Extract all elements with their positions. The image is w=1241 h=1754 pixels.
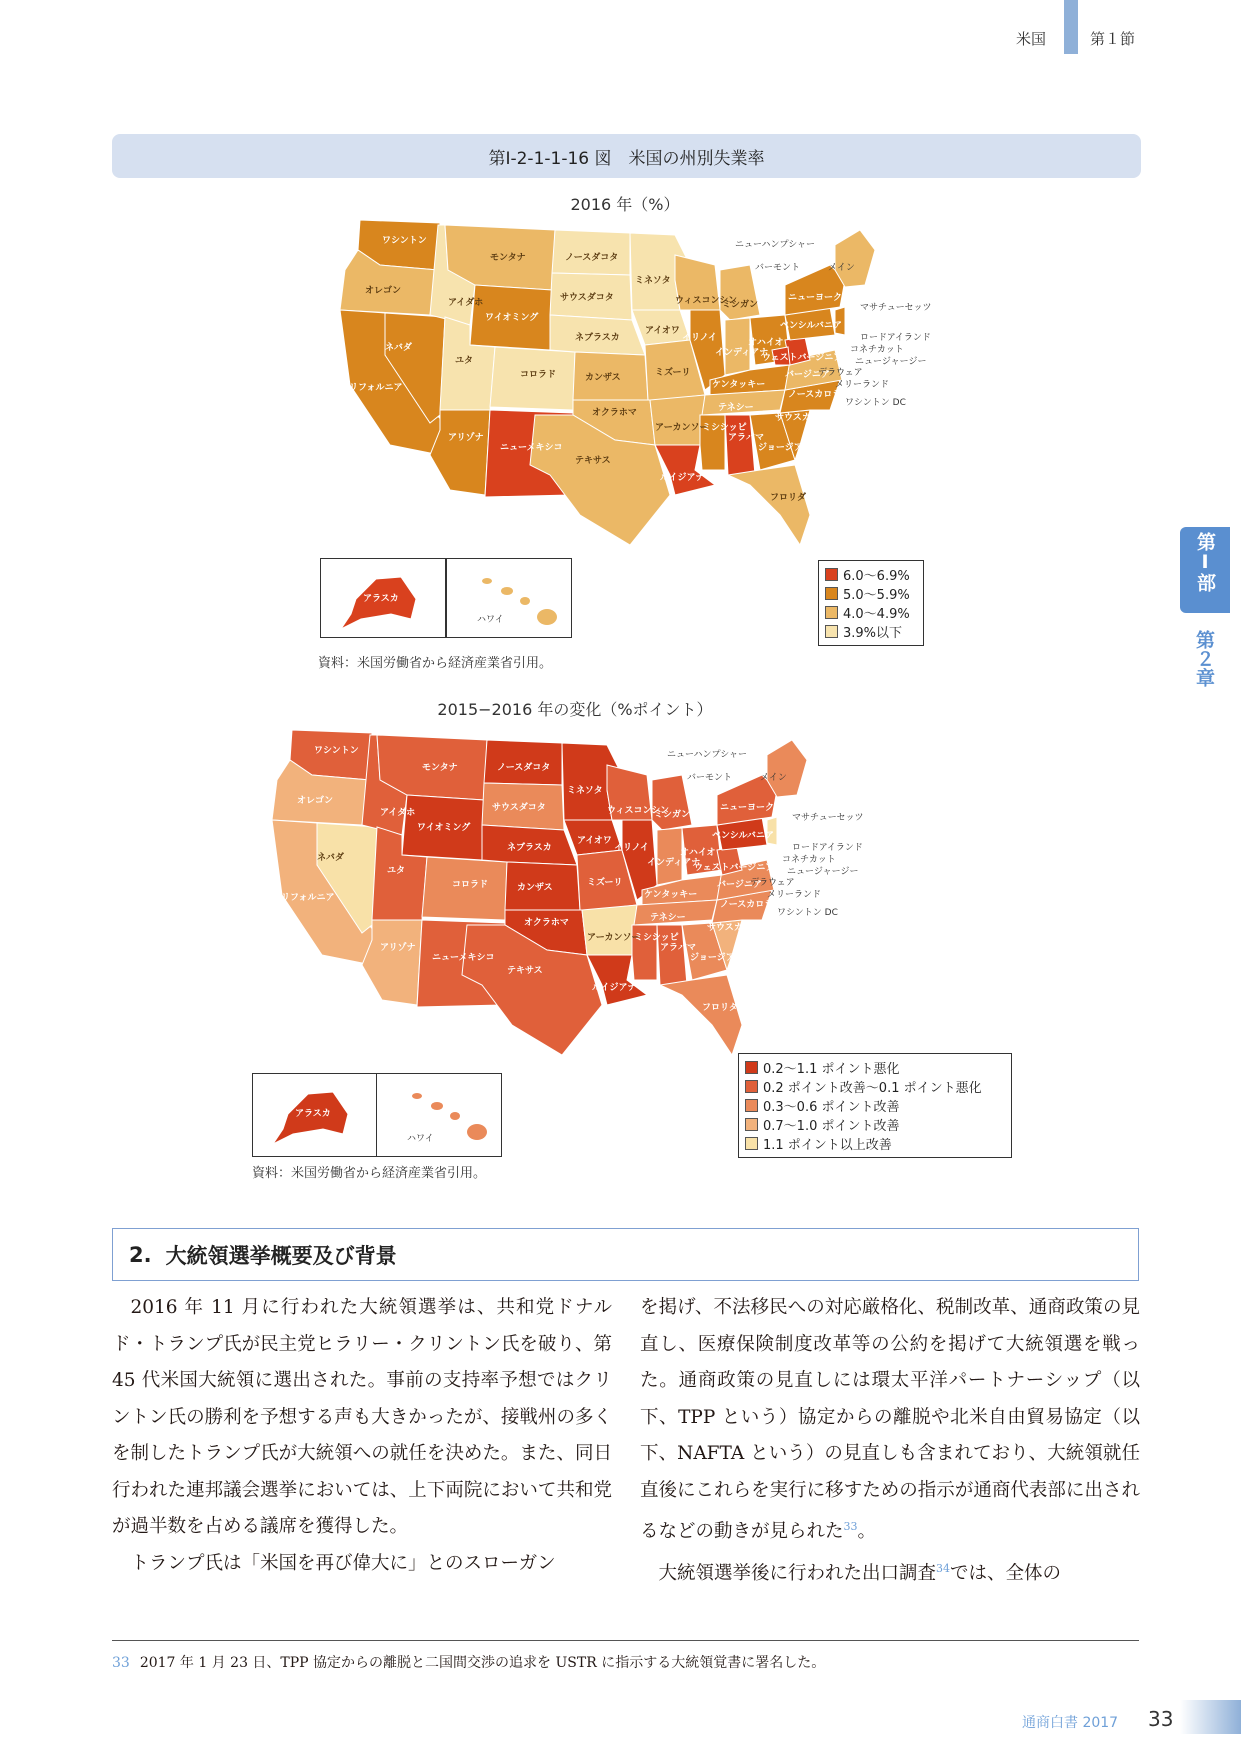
map2-label-nm: ニューメキシコ: [432, 953, 495, 963]
map1-callout-9: ワシントン DC: [845, 398, 906, 408]
map2-label-nv: ネバダ: [317, 853, 344, 863]
map2-label-ia: アイオワ: [577, 836, 612, 846]
map1-label-ca: カリフォルニア: [340, 383, 403, 393]
footnote: [112, 1652, 825, 1672]
map2-callout-8: メリーランド: [767, 890, 822, 900]
map2-label-sd: サウスダコタ: [492, 803, 546, 813]
map2-callout-5: コネチカット: [782, 855, 836, 865]
map2-label-co: コロラド: [452, 880, 489, 890]
map2-callout-2: メイン: [760, 773, 787, 783]
footnote-ref[interactable]: 33: [843, 1520, 858, 1533]
map2-label-mt: モンタナ: [422, 763, 458, 773]
map2-callout-0: ニューハンプシャー: [667, 750, 748, 760]
map1-inset-hawaii: [446, 558, 572, 638]
footer-gradient-bar: [1180, 1700, 1241, 1734]
body-paragraph: 大統領選挙後に行われた出口調査$^{34}$では、全体の: [658, 1561, 1062, 1584]
map2-label-hi: ハワイ: [407, 1134, 434, 1144]
map2-us-states: [262, 725, 882, 1095]
map1-label-ms: ミシシッピ: [702, 423, 747, 433]
map1-subtitle: 2016 年（%）: [570, 195, 680, 214]
map2-legend-item: 0.2 ポイント改善〜0.1 ポイント悪化: [745, 1077, 1005, 1096]
map1-label-mn: ミネソタ: [635, 276, 671, 286]
map1-label-ga: ジョージア: [758, 443, 803, 453]
map2-inset-hawaii: [376, 1073, 502, 1157]
map2-label-va: バージニア: [717, 880, 762, 890]
map2-legend-item: 0.2〜1.1 ポイント悪化: [745, 1058, 1005, 1077]
map2-callout-7: デラウェア: [750, 878, 795, 888]
map1-callout-6: ニュージャージー: [855, 357, 927, 367]
map2-label-ga: ジョージア: [690, 953, 735, 963]
map1-label-wv: ウェストバージニア: [762, 353, 843, 363]
map1-us-states: [330, 215, 950, 585]
map2-label-nd: ノースダコタ: [497, 763, 551, 773]
footnote-ref[interactable]: 34: [936, 1561, 951, 1575]
map2-label-fl: フロリダ: [702, 1003, 739, 1013]
map2-legend: [738, 1053, 1012, 1158]
map1-state-mi: [720, 265, 760, 320]
section-title: 大統領選挙概要及び背景: [165, 1243, 397, 1268]
legend-swatch: [745, 1080, 758, 1093]
body-column-right: [640, 1290, 1140, 1592]
map1-legend-item: 5.0〜5.9%: [825, 584, 917, 603]
map2-label-ut: ユタ: [387, 866, 406, 876]
map1-label-or: オレゴン: [365, 286, 402, 296]
map1-label-va: バージニア: [785, 370, 830, 380]
map1-label-nv: ネバダ: [385, 343, 412, 353]
map1-label-ok: オクラホマ: [592, 408, 637, 418]
map1-label-mi: ミシガン: [722, 300, 759, 310]
map2-legend-item: 0.7〜1.0 ポイント改善: [745, 1115, 1005, 1134]
map1-label-ny: ニューヨーク: [788, 293, 843, 303]
footnote-number: 33: [112, 1655, 130, 1671]
footnote-divider: [112, 1640, 1139, 1641]
map1-legend: [818, 560, 924, 646]
map1-label-ia: アイオワ: [645, 326, 680, 336]
map1-label-wy: ワイオミング: [485, 313, 539, 323]
side-tab-part: 第Ⅰ部: [1180, 527, 1230, 613]
map1-label-tx: テキサス: [575, 456, 611, 466]
map2-label-mi: ミシガン: [654, 810, 691, 820]
map2-callout-4: ロードアイランド: [792, 843, 863, 853]
map2-label-wi: ウィスコンシン: [607, 806, 670, 816]
map1-state-fl: [728, 465, 810, 545]
map1-label-ak: アラスカ: [363, 594, 399, 604]
map2-legend-item: 1.1 ポイント以上改善: [745, 1134, 1005, 1153]
map2-label-oh: オハイオ: [680, 848, 716, 858]
map1-source: 資料：米国労働省から経済産業省引用。: [318, 656, 553, 671]
map1-label-nd: ノースダコタ: [565, 253, 619, 263]
legend-swatch: [745, 1118, 758, 1131]
footnote-text: 2017 年 1 月 23 日、TPP 協定からの離脱と二国間交渉の追求を USTR に指示する大統領覚書に署名した。: [139, 1655, 826, 1671]
map2-label-ar: アーカンソー: [587, 933, 641, 943]
map1-label-co: コロラド: [520, 370, 557, 380]
map1-label-nm: ニューメキシコ: [500, 443, 563, 453]
header-divider-bar: [1064, 0, 1078, 54]
map2-label-wv: ウェストバージニア: [694, 863, 775, 873]
map2-label-az: アリゾナ: [380, 943, 416, 953]
map2-label-ca: カリフォルニア: [272, 893, 335, 903]
map2-label-sc: サウスカロライナ: [707, 923, 779, 933]
legend-swatch: [825, 568, 838, 581]
map1-label-wi: ウィスコンシン: [675, 296, 738, 306]
map2-subtitle: 2015−2016 年の変化（%ポイント）: [437, 700, 713, 719]
map1-label-il: イリノイ: [682, 333, 717, 343]
body-paragraph: トランプ氏は「米国を再び偉大に」とのスローガン: [130, 1552, 556, 1574]
map1-label-sd: サウスダコタ: [560, 293, 614, 303]
legend-swatch: [825, 587, 838, 600]
map2-label-mo: ミズーリ: [587, 878, 623, 888]
map1-label-fl: フロリダ: [770, 493, 807, 503]
map1-legend-item: 3.9%以下: [825, 622, 917, 641]
map2-label-in: インディアナ: [647, 858, 701, 868]
map2-label-pa: ペンシルバニア: [712, 831, 774, 841]
footer-publication: 通商白書 2017: [1022, 1715, 1119, 1731]
map2-label-ms: ミシシッピ: [634, 933, 679, 943]
map2-callout-3: マサチューセッツ: [792, 813, 864, 823]
figure-title: 第Ⅰ-2-1-1-16 図 米国の州別失業率: [112, 134, 1141, 178]
legend-swatch: [745, 1099, 758, 1112]
map2-label-tn: テネシー: [650, 913, 686, 923]
map1-label-pa: ペンシルバニア: [780, 321, 842, 331]
map2-label-nc: ノースカロライナ: [720, 900, 792, 910]
map1-state-ar: [650, 395, 705, 445]
section-number: 2.: [129, 1242, 152, 1267]
map1-callout-4: ロードアイランド: [860, 333, 931, 343]
map2-label-wy: ワイオミング: [417, 823, 471, 833]
map2-source: 資料：米国労働省から経済産業省引用。: [252, 1166, 487, 1181]
legend-swatch: [825, 625, 838, 638]
map2-label-il: イリノイ: [614, 843, 649, 853]
map1-label-hi: ハワイ: [477, 615, 504, 625]
map2-label-id: アイダホ: [380, 808, 416, 818]
map1-label-mo: ミズーリ: [655, 368, 691, 378]
map2-label-or: オレゴン: [297, 796, 334, 806]
map2-label-la: ルイジアナ: [592, 983, 637, 993]
map1-callout-2: メイン: [828, 263, 855, 273]
map1-label-tn: テネシー: [718, 403, 754, 413]
map1-legend-item: 6.0〜6.9%: [825, 565, 917, 584]
map2-label-ne: ネブラスカ: [507, 843, 552, 853]
body-paragraph: を掲げ、不法移民への対応厳格化、税制改革、通商政策の見直し、医療保険制度改革等の公約を掲げて大統領選を戦った。通商政策の見直しには環太平洋パートナーシップ（以下、TPP という）協定からの離脱や北米自由貿易協定（以下、NAFTA という）の見直しも含まれており、大統領就任直後にこれらを実行に移すための指示が通商代表部に出されるなどの動きが見られた$^{33}$。: [640, 1297, 1140, 1543]
header-section: 第１節: [1090, 30, 1136, 48]
map1-label-ut: ユタ: [455, 356, 474, 366]
map2-label-ok: オクラホマ: [524, 918, 569, 928]
map1-label-ky: ケンタッキー: [712, 380, 766, 390]
map1-label-al: アラバマ: [728, 433, 765, 443]
map1-label-wa: ワシントン: [382, 236, 427, 246]
map1-callout-5: コネチカット: [850, 345, 904, 355]
map1-label-mt: モンタナ: [490, 253, 526, 263]
map2-inset-alaska: [252, 1073, 378, 1157]
map2-label-ky: ケンタッキー: [644, 890, 698, 900]
map2-callout-9: ワシントン DC: [777, 908, 838, 918]
map1-callout-0: ニューハンプシャー: [735, 240, 816, 250]
map1-legend-item: 4.0〜4.9%: [825, 603, 917, 622]
map1-label-oh: オハイオ: [748, 338, 784, 348]
map1-label-nc: ノースカロライナ: [788, 390, 860, 400]
map1-state-new-england: [835, 230, 875, 287]
map1-state-in: [725, 318, 750, 375]
map1-callout-8: メリーランド: [835, 380, 890, 390]
legend-swatch: [825, 606, 838, 619]
map1-callout-7: デラウェア: [818, 368, 863, 378]
body-paragraph: 2016 年 11 月に行われた大統領選挙は、共和党ドナルド・トランプ氏が民主党ヒラリー・クリントン氏を破り、第 45 代米国大統領に選出された。事前の支持率予想ではクリントン氏の勝利を予想する声も大きかったが、接戦州の多くを制したトランプ氏が大統領への就任を決めた。また、同日行われた連邦議会選挙においては、上下両院において共和党が過半数を占める議席を獲得した。: [112, 1297, 612, 1537]
map1-label-id: アイダホ: [448, 298, 484, 308]
map1-label-in: インディアナ: [715, 348, 769, 358]
map1-label-az: アリゾナ: [448, 433, 484, 443]
map2-legend-item: 0.3〜0.6 ポイント改善: [745, 1096, 1005, 1115]
map1-callout-1: バーモント: [755, 263, 801, 273]
side-tab-chapter: 第２章: [1193, 630, 1215, 687]
map2-label-ny: ニューヨーク: [720, 803, 775, 813]
legend-swatch: [745, 1061, 758, 1074]
legend-swatch: [745, 1137, 758, 1150]
map1-label-la: ルイジアナ: [660, 473, 705, 483]
map2-label-mn: ミネソタ: [567, 786, 603, 796]
header-country: 米国: [1016, 30, 1047, 48]
page-number: 33: [1148, 1707, 1174, 1731]
map1-label-sc: サウスカロライナ: [775, 413, 847, 423]
map1-label-ar: アーカンソー: [655, 423, 709, 433]
map2-label-ks: カンザス: [517, 883, 553, 893]
map2-label-ak: アラスカ: [295, 1109, 331, 1119]
body-column-left: [112, 1290, 612, 1582]
map1-label-ks: カンザス: [585, 373, 621, 383]
map1-label-ne: ネブラスカ: [575, 333, 620, 343]
section-heading: [112, 1228, 1139, 1281]
map1-inset-alaska: [320, 558, 446, 638]
map1-callout-3: マサチューセッツ: [860, 303, 932, 313]
map2-label-tx: テキサス: [507, 966, 543, 976]
map2-callout-6: ニュージャージー: [787, 867, 859, 877]
map2-label-al: アラバマ: [660, 943, 697, 953]
map2-label-wa: ワシントン: [314, 746, 359, 756]
map2-callout-1: バーモント: [687, 773, 733, 783]
